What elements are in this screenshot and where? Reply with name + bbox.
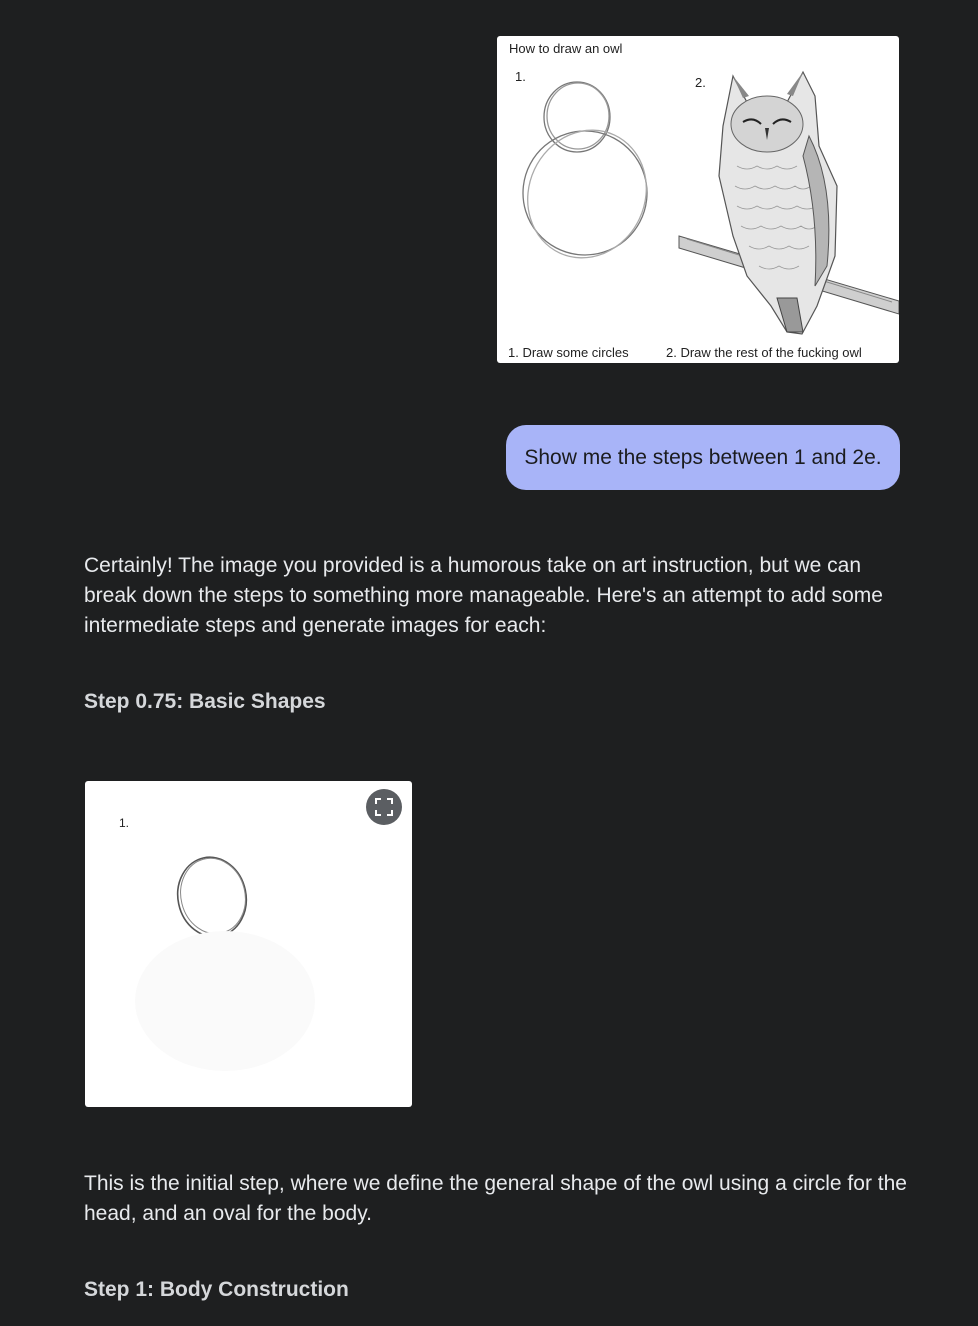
expand-icon [374,797,394,817]
caption-step2: 2. Draw the rest of the fucking owl [666,345,862,360]
owl-drawing [679,72,899,334]
step-heading-body-construction: Step 1: Body Construction [84,1278,349,1301]
circles-sketch [501,82,669,277]
generated-image-number: 1. [119,816,130,830]
caption-step1: 1. Draw some circles [508,345,629,360]
user-message-bubble: Show me the steps between 1 and 2e. [506,425,900,490]
owl-image-title: How to draw an owl [509,41,623,56]
generated-image-basic-shapes[interactable] [85,781,412,1107]
head-circle-sketch [170,851,253,943]
shared-owl-image[interactable] [497,36,899,363]
panel2-number: 2. [695,75,706,90]
panel1-number: 1. [515,69,526,84]
response-intro: Certainly! The image you provided is a humorous take on art instruction, but we can break down the steps to something more manageable. Here's an attempt to add some intermediate steps and generate images for each: [84,554,883,637]
step-heading-basic-shapes: Step 0.75: Basic Shapes [84,690,326,713]
step-description-basic-shapes: This is the initial step, where we define the general shape of the owl using a circle for the head, and an oval for the body. [84,1172,907,1225]
expand-image-button[interactable] [366,789,402,825]
